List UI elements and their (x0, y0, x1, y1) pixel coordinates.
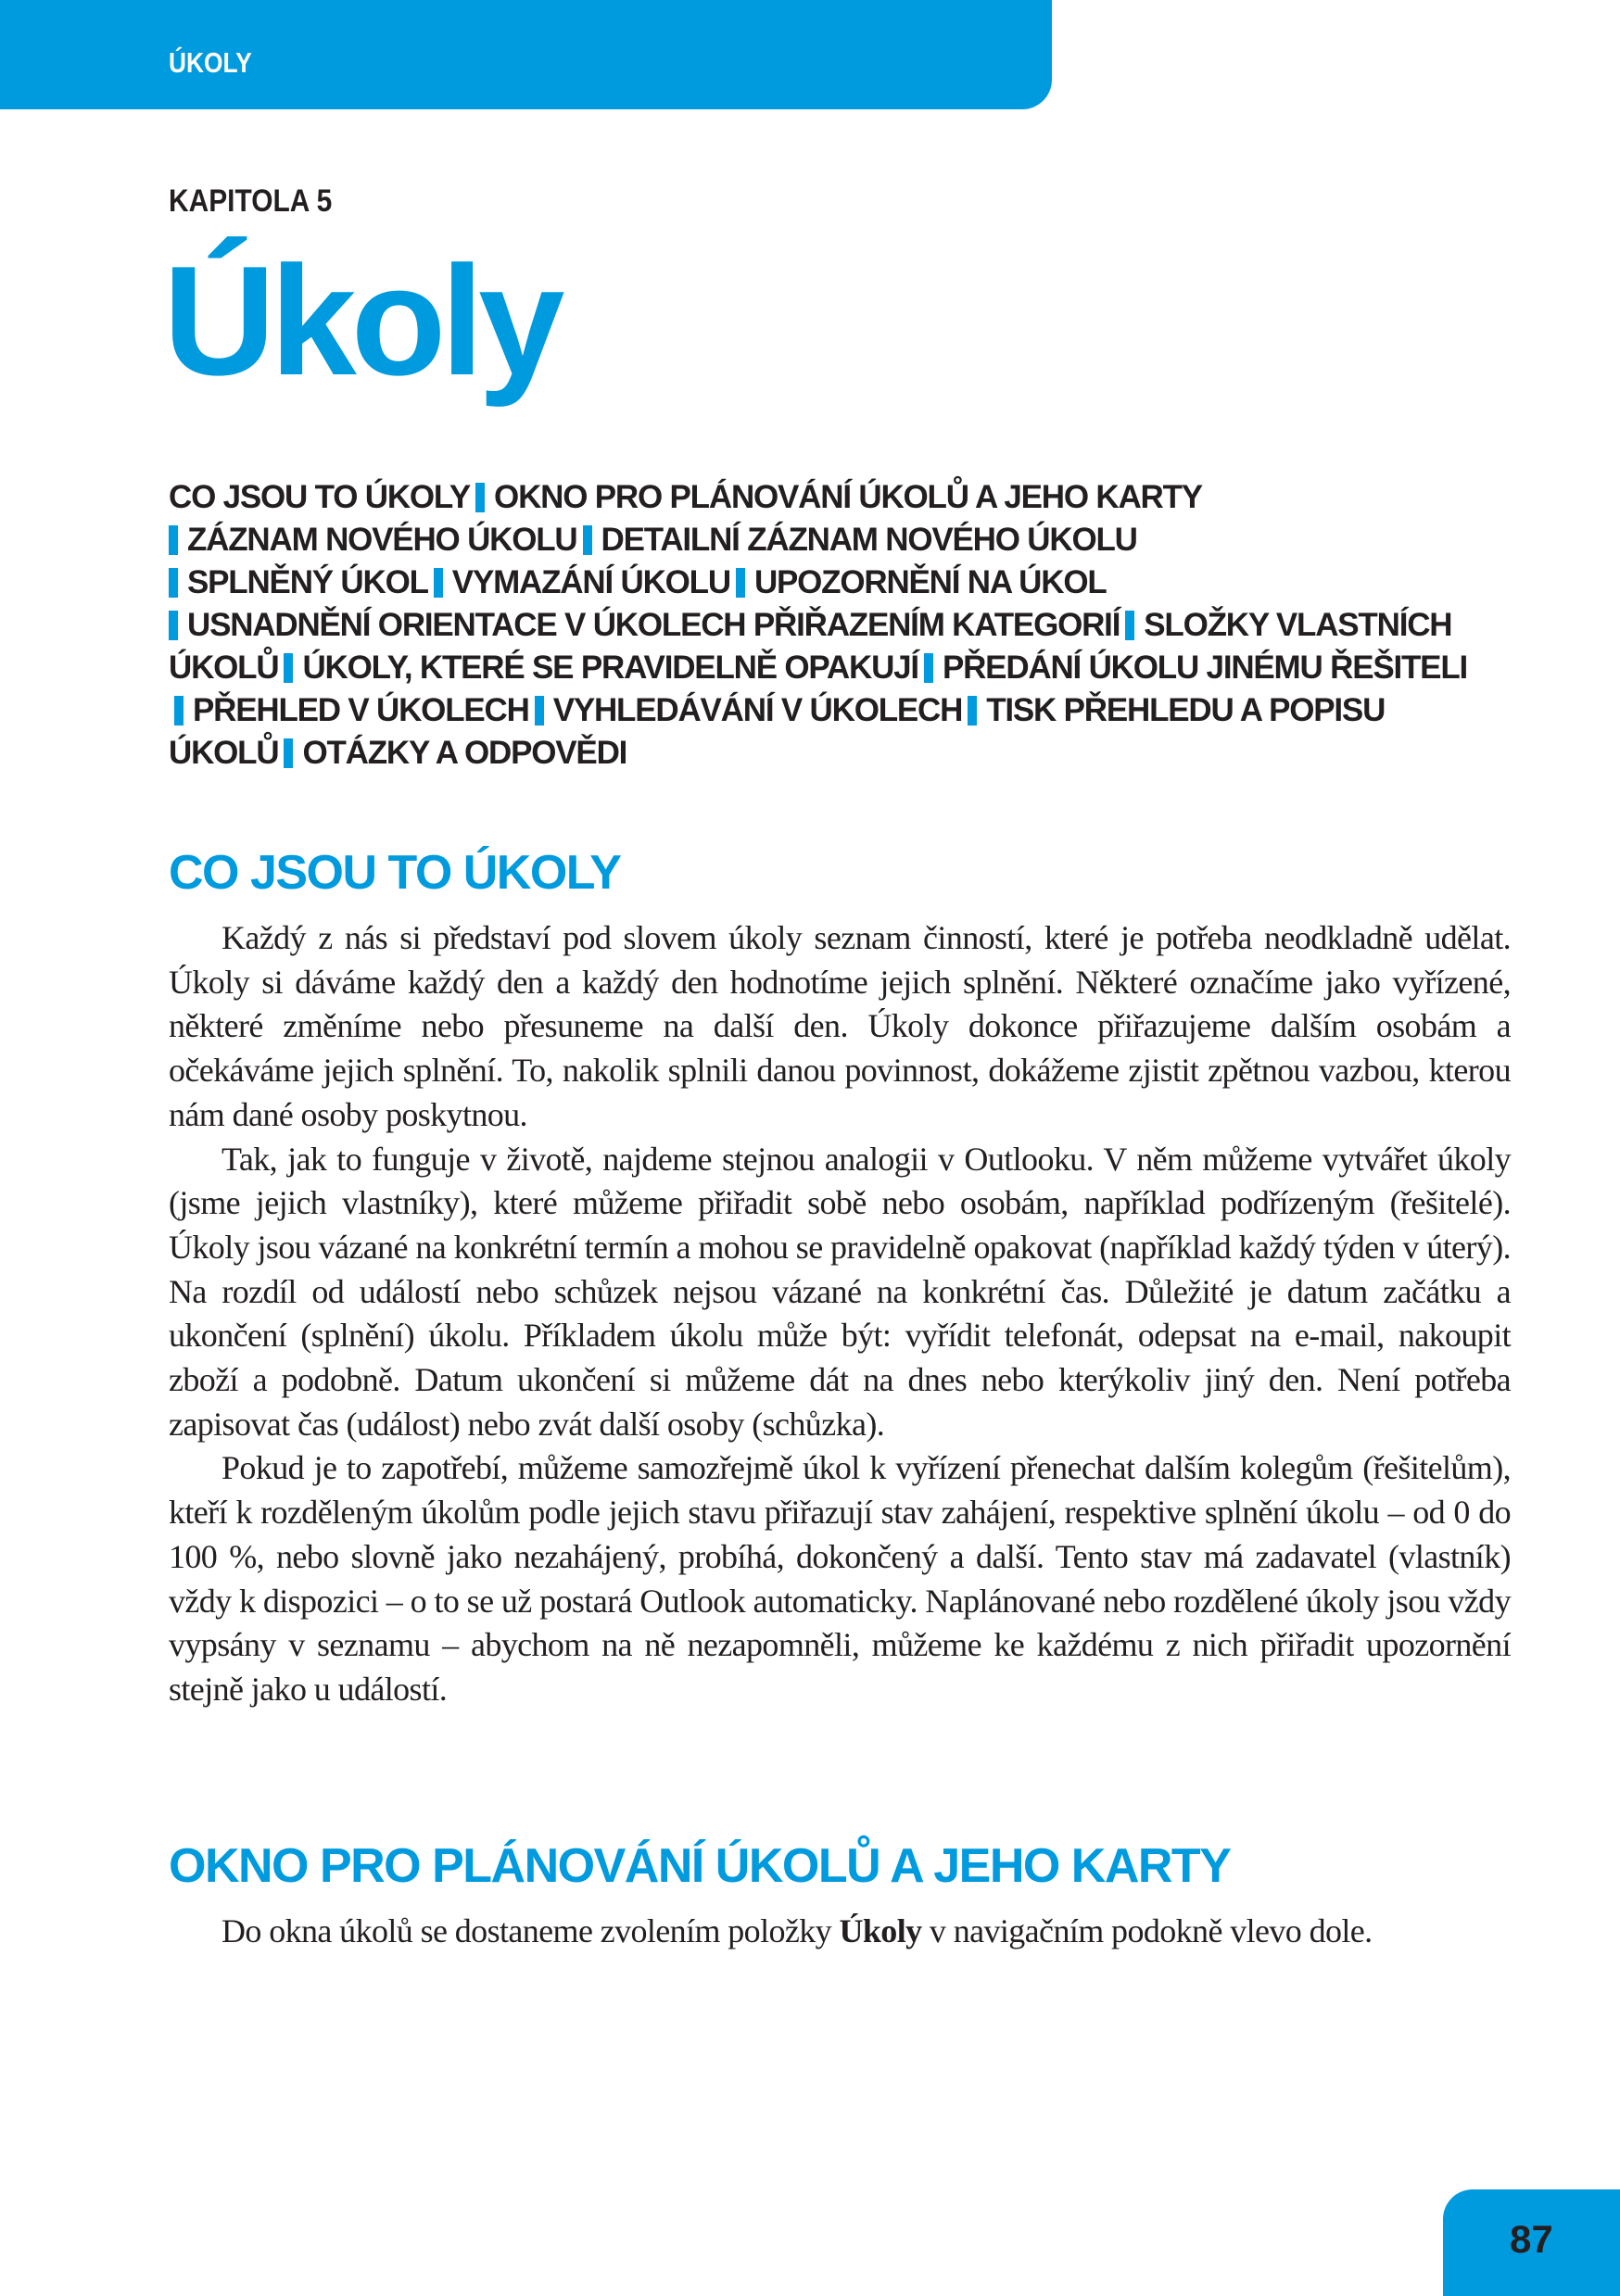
running-header-title: ÚKOLY (169, 46, 252, 79)
topic-separator (169, 525, 178, 555)
chapter-topics-list (169, 476, 1485, 775)
topic-item: TISK PŘEHLEDU A POPISU ÚKOLŮ (169, 692, 1386, 771)
section-body (169, 916, 1511, 1712)
topic-separator (924, 653, 933, 683)
topic-item: VYHLEDÁVÁNÍ V ÚKOLECH (552, 692, 963, 728)
topic-separator (284, 653, 293, 683)
body-paragraph: Tak, jak to funguje v životě, najdeme stejnou analogii v Outlooku. V něm můžeme vytvářet úkoly (jsme jejich vlastníky), které můžeme přiřadit sobě nebo osobám, například podřízeným (řešitelé). Úkoly jsou vázané na konkrétní termín a mohou se pravidelně opakovat (například každý týden v úterý). Na rozdíl od událostí nebo schůzek nejsou vázané na konkrétní čas. Důležité je datum začátku a ukončení (splnění) úkolu. Příkladem úkolu může být: vyřídit telefonát, odepsat na e-mail, nakoupit zboží a podobně. Datum ukončení si můžeme dát na dnes nebo kterýkoliv jiný den. Není potřeba zapisovat čas (událost) nebo zvát další osoby (schůzka). (169, 1140, 1511, 1443)
body-paragraph: Každý z nás si představí pod slovem úkoly seznam činností, které je potřeba neodkladně udělat. Úkoly si dáváme každý den a každý den hodnotíme jejich splnění. Některé označíme jako vyřízené, některé změníme nebo přesuneme na další den. Úkoly dokonce přiřazujeme dalším osobám a očekáváme jejich splnění. To, nakolik splnili danou povinnost, dokážeme zjistit zpětnou vazbou, kterou nám dané osoby poskytnou. (169, 919, 1511, 1133)
topic-separator (169, 611, 178, 640)
topic-item: OKNO PRO PLÁNOVÁNÍ ÚKOLŮ A JEHO KARTY (494, 479, 1202, 515)
topic-item: OTÁZKY A ODPOVĚDI (302, 735, 627, 771)
topic-item: SPLNĚNÝ ÚKOL (187, 564, 428, 600)
topic-separator (284, 738, 293, 768)
topic-item: DETAILNÍ ZÁZNAM NOVÉHO ÚKOLU (601, 522, 1137, 558)
topic-separator (535, 696, 544, 725)
topic-item: ZÁZNAM NOVÉHO ÚKOLU (187, 522, 577, 558)
topic-separator (1125, 611, 1134, 640)
topic-item: SLOŽKY VLASTNÍCH ÚKOLŮ (169, 607, 1452, 686)
page-number: 87 (1510, 2217, 1553, 2261)
emphasis-ukoly: Úkoly (839, 1912, 922, 1949)
topic-separator (169, 568, 178, 598)
topic-separator (475, 483, 485, 512)
topic-item: ÚKOLY, KTERÉ SE PRAVIDELNĚ OPAKUJÍ (302, 650, 918, 686)
page-number-box (1443, 2189, 1620, 2296)
section-heading: OKNO PRO PLÁNOVÁNÍ ÚKOLŮ A JEHO KARTY (169, 1839, 1231, 1893)
chapter-title: Úkoly (163, 233, 560, 408)
topic-separator (434, 568, 443, 598)
paragraph-text: v navigačním podokně vlevo dole. (921, 1912, 1373, 1949)
topic-item: UPOZORNĚNÍ NA ÚKOL (753, 564, 1107, 600)
topic-separator (174, 696, 184, 725)
running-header-bar (0, 0, 1052, 109)
body-paragraph (169, 1910, 1511, 1954)
topic-item: VYMAZÁNÍ ÚKOLU (451, 564, 730, 600)
topic-item: USNADNĚNÍ ORIENTACE V ÚKOLECH PŘIŘAZENÍM KATEGORIÍ (187, 607, 1120, 643)
paragraph-text: Do okna úkolů se dostaneme zvolením položky (221, 1912, 840, 1949)
section-body (169, 1910, 1511, 1954)
section-heading: CO JSOU TO ÚKOLY (169, 846, 621, 900)
topic-item: PŘEHLED V ÚKOLECH (193, 692, 529, 728)
topic-item: PŘEDÁNÍ ÚKOLU JINÉMU ŘEŠITELI (942, 650, 1468, 686)
topic-separator (736, 568, 745, 598)
topic-item: CO JSOU TO ÚKOLY (169, 479, 471, 515)
chapter-label: KAPITOLA 5 (169, 183, 333, 219)
body-paragraph: Pokud je to zapotřebí, můžeme samozřejmě úkol k vyřízení přenechat dalším kolegům (řešitelům), kteří k rozděleným úkolům podle jejich stavu přiřazují stav zahájení, respektive splnění úkolu – od 0 do 100 %, nebo slovně jako nezahájený, probíhá, dokončený a další. Tento stav má zadavatel (vlastník) vždy k dispozici – o to se už postará Outlook automaticky. Naplánované nebo rozdělené úkoly jsou vždy vypsány v seznamu – abychom na ně nezapomněli, můžeme ke každému z nich přiřadit upozornění stejně jako u událostí. (169, 1449, 1511, 1708)
topic-separator (583, 525, 592, 555)
topic-separator (968, 696, 977, 725)
